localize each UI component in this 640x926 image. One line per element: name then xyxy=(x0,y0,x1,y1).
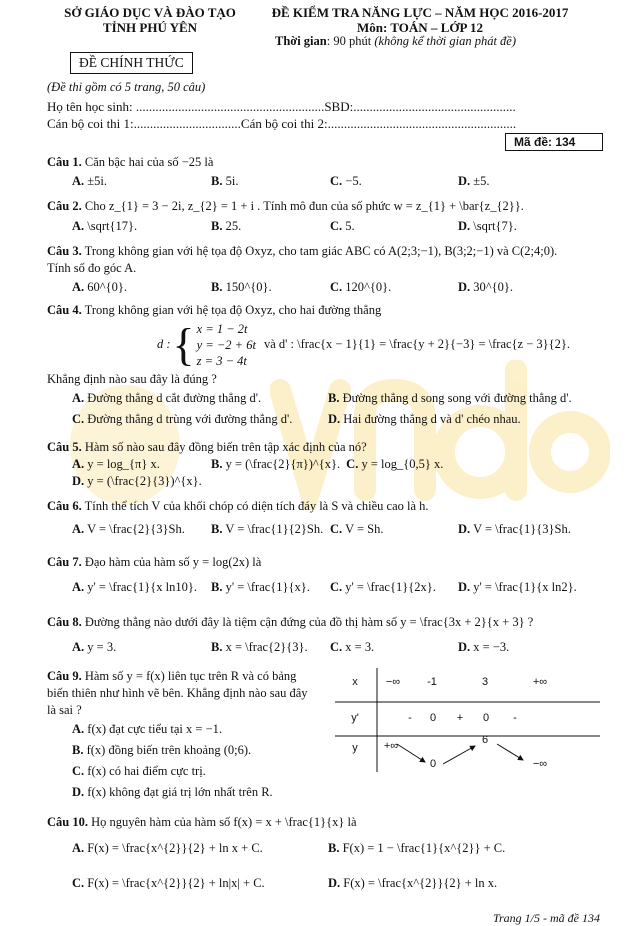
answer-option-a[interactable] xyxy=(72,721,332,738)
parametric-equation: x = 1 − 2t xyxy=(196,321,248,336)
exam-note: (Đề thi gồm có 5 trang, 50 câu) xyxy=(47,80,206,94)
question-5 xyxy=(47,439,600,490)
question-stem-line xyxy=(47,302,600,319)
option-text: f(x) đạt cực tiểu tại x = −1. xyxy=(87,721,222,736)
x-label: x xyxy=(352,675,358,688)
question-stem-line xyxy=(47,814,600,831)
option-label: A. xyxy=(72,279,85,294)
question-text: Căn bậc hai của số −25 là xyxy=(84,155,214,169)
answer-option-b[interactable] xyxy=(72,742,332,759)
question-stem-line xyxy=(47,668,335,685)
y-label: y xyxy=(352,741,358,754)
option-text: y' = \frac{1}{x ln2}. xyxy=(473,579,577,594)
question-text: Họ nguyên hàm của hàm số f(x) = x + \frac{1}{x} là xyxy=(91,814,357,829)
option-text: 60^{0}. xyxy=(87,279,128,294)
yprime-sign: - xyxy=(513,711,517,724)
option-label: A. xyxy=(72,456,85,471)
variation-table xyxy=(335,668,600,772)
answer-option-d[interactable] xyxy=(458,218,578,235)
answer-option-a[interactable] xyxy=(72,173,205,190)
option-label: C. xyxy=(72,411,85,426)
option-text: F(x) = \frac{x^{2}}{2} + ln x + C. xyxy=(87,840,263,855)
line-d-prime-equation: và d' : \frac{x − 1}{1} = \frac{y + 2}{−3} = \frac{z − 3}{2}. xyxy=(263,337,571,351)
question-text: Tính số đo góc A. xyxy=(47,260,137,275)
question-stem-line xyxy=(47,154,600,171)
answer-option-b[interactable] xyxy=(328,840,578,857)
answer-option-b[interactable] xyxy=(211,579,324,596)
option-text: \sqrt{17}. xyxy=(87,219,138,233)
option-label: C. xyxy=(330,219,343,233)
option-label: B. xyxy=(211,219,223,233)
question-text: Đường thẳng nào dưới đây là tiệm cận đứng của đồ thị hàm số y = \frac{3x + 2}{x + 3} ? xyxy=(84,614,534,629)
option-text: V = \frac{2}{3}Sh. xyxy=(87,521,185,536)
arrow-down-1 xyxy=(397,744,425,762)
option-label: A. xyxy=(72,721,85,736)
x-value: +∞ xyxy=(532,675,548,688)
option-label: C. xyxy=(330,579,343,594)
option-text: F(x) = \frac{x^{2}}{2} + ln|x| + C. xyxy=(87,875,265,890)
yprime-label: y' xyxy=(351,711,359,724)
question-text: Trong không gian với hệ tọa độ Oxyz, cho tam giác ABC có A(2;3;−1), B(3;2;−1) và C(2;4;0). xyxy=(84,243,558,258)
question-text: Đạo hàm của hàm số y = log(2x) là xyxy=(84,554,262,569)
question-label: Câu 8. xyxy=(47,614,82,629)
x-value: −∞ xyxy=(385,675,401,688)
x-value: 3 xyxy=(481,675,489,688)
exam-title: ĐỀ KIỂM TRA NĂNG LỰC – NĂM HỌC 2016-2017 xyxy=(271,5,569,20)
option-label: B. xyxy=(211,174,223,188)
department-line1: SỞ GIÁO DỤC VÀ ĐÀO TẠO xyxy=(64,5,236,20)
answer-option-a[interactable] xyxy=(72,639,205,656)
option-label: B. xyxy=(211,579,223,594)
question-2 xyxy=(47,198,600,239)
answer-row xyxy=(47,277,600,298)
answer-option-a[interactable] xyxy=(72,390,322,407)
option-text: V = Sh. xyxy=(345,521,384,536)
question-10 xyxy=(47,814,600,901)
question-6 xyxy=(47,498,600,544)
option-text: y' = \frac{1}{x ln10}. xyxy=(87,579,197,594)
answer-option-b[interactable] xyxy=(211,279,324,296)
option-text: x = \frac{2}{3}. xyxy=(225,639,308,654)
option-label: C. xyxy=(330,521,343,536)
answer-row xyxy=(47,866,600,901)
option-label: A. xyxy=(72,219,85,233)
parametric-equation: y = −2 + 6t xyxy=(196,337,256,352)
option-label: C. xyxy=(330,174,343,188)
y-value: 0 xyxy=(429,757,437,770)
question-text: Tính thể tích V của khối chóp có diện tích đáy là S và chiều cao là h. xyxy=(84,498,429,513)
option-text: 25. xyxy=(225,219,242,233)
answer-option-d[interactable] xyxy=(328,411,578,428)
option-text: ±5i. xyxy=(87,174,107,188)
line-d-name: d : xyxy=(157,337,171,351)
answer-option-c[interactable] xyxy=(72,763,332,780)
question-list xyxy=(47,150,600,926)
question-stem-line xyxy=(47,198,600,215)
question-stem-line xyxy=(47,685,335,702)
answer-row xyxy=(47,761,335,782)
question-1 xyxy=(47,154,600,192)
answer-option-c[interactable] xyxy=(330,173,452,190)
answer-option-d[interactable] xyxy=(458,173,578,190)
option-text: ±5. xyxy=(473,174,490,188)
question-stem-line xyxy=(47,614,600,631)
option-label: D. xyxy=(458,521,471,536)
answer-option-d[interactable] xyxy=(458,279,578,296)
option-text: y' = \frac{1}{2x}. xyxy=(345,579,436,594)
answer-option-d[interactable] xyxy=(72,473,202,490)
option-text: V = \frac{1}{2}Sh. xyxy=(225,521,324,536)
option-text: 5. xyxy=(345,219,355,233)
answer-option-a[interactable] xyxy=(72,279,205,296)
option-text: 5i. xyxy=(225,174,239,188)
answer-option-a[interactable] xyxy=(72,218,205,235)
answer-row xyxy=(47,171,600,192)
time-note: (không kể thời gian phát đề) xyxy=(374,34,517,48)
question-3 xyxy=(47,243,600,298)
option-text: y' = \frac{1}{x}. xyxy=(225,579,310,594)
question-text: Hàm số nào sau đây đồng biến trên tập xác định của nó? xyxy=(84,439,367,454)
option-label: B. xyxy=(211,521,223,536)
option-text: 120^{0}. xyxy=(345,279,392,294)
question-followup: Khẳng định nào sau đây là đúng ? xyxy=(47,371,217,386)
question-stem-line xyxy=(47,243,600,260)
answer-option-a[interactable] xyxy=(72,456,205,473)
option-text: Hai đường thẳng d và d' chéo nhau. xyxy=(343,411,521,426)
answer-option-b[interactable] xyxy=(211,456,340,473)
answer-option-c[interactable] xyxy=(346,456,468,473)
option-text: Đường thẳng d song song với đường thẳng d'. xyxy=(342,390,572,405)
option-text: 150^{0}. xyxy=(225,279,272,294)
exam-code-badge: Mã đề: 134 xyxy=(505,133,603,151)
option-text: f(x) có hai điểm cực trị. xyxy=(87,763,206,778)
time-label: Thời gian xyxy=(275,34,327,48)
question-text: Hàm số y = f(x) liên tục trên R và có bảng xyxy=(84,668,297,683)
option-label: B. xyxy=(211,279,223,294)
option-text: Đường thẳng d cắt đường thẳng d'. xyxy=(87,390,262,405)
option-label: B. xyxy=(211,456,223,471)
department-line2: TỈNH PHÚ YÊN xyxy=(102,20,198,35)
option-label: C. xyxy=(330,639,343,654)
question-4 xyxy=(47,302,600,430)
answer-option-b[interactable] xyxy=(211,521,324,538)
option-text: y = (\frac{2}{π})^{x}. xyxy=(225,456,341,471)
option-text: f(x) đồng biến trên khoảng (0;6). xyxy=(86,742,252,757)
brace-icon: { xyxy=(172,318,195,370)
line-equations xyxy=(47,318,600,370)
yprime-sign: - xyxy=(408,711,412,724)
question-stem-line xyxy=(47,260,600,277)
arrow-up xyxy=(443,746,475,764)
answer-option-d[interactable] xyxy=(328,875,578,892)
option-text: x = −3. xyxy=(473,639,510,654)
answer-row xyxy=(47,571,600,604)
parametric-system xyxy=(197,321,256,369)
answer-option-d[interactable] xyxy=(458,639,578,656)
option-text: y = log_{π} x. xyxy=(87,456,160,471)
page-footer: Trang 1/5 - mã đề 134 xyxy=(492,910,600,925)
question-9 xyxy=(47,664,600,803)
option-text: f(x) không đạt giá trị lớn nhất trên R. xyxy=(87,784,273,799)
question-label: Câu 6. xyxy=(47,498,82,513)
answer-row xyxy=(47,409,600,430)
y-value: −∞ xyxy=(532,757,548,770)
answer-option-b[interactable] xyxy=(328,390,578,407)
question-text: Cho z_{1} = 3 − 2i, z_{2} = 1 + i . Tính mô đun của số phức w = z_{1} + \bar{z_{2}}. xyxy=(84,198,524,213)
answer-option-c[interactable] xyxy=(330,639,452,656)
option-label: D. xyxy=(458,174,471,188)
option-text: Đường thẳng d trùng với đường thẳng d'. xyxy=(87,411,293,426)
answer-option-c[interactable] xyxy=(72,875,322,892)
question-label: Câu 3. xyxy=(47,243,82,258)
answer-option-a[interactable] xyxy=(72,579,205,596)
answer-option-c[interactable] xyxy=(330,279,452,296)
exam-time xyxy=(275,34,516,49)
answer-row xyxy=(47,740,335,761)
question-label: Câu 1. xyxy=(47,155,82,169)
answer-row xyxy=(47,782,335,803)
option-label: A. xyxy=(72,579,85,594)
question-text: là sai ? xyxy=(47,702,82,717)
answer-row xyxy=(47,215,600,239)
question-7 xyxy=(47,554,600,604)
option-text: F(x) = 1 − \frac{1}{x^{2}} + C. xyxy=(342,840,506,855)
yprime-sign: 0 xyxy=(429,711,437,724)
option-label: B. xyxy=(328,390,340,405)
option-label: A. xyxy=(72,639,85,654)
option-text: F(x) = \frac{x^{2}}{2} + ln x. xyxy=(343,875,498,890)
option-label: D. xyxy=(458,639,471,654)
question-text: biến thiên như hình vẽ bên. Khẳng định nào sau đây xyxy=(47,685,308,700)
option-text: V = \frac{1}{3}Sh. xyxy=(473,521,571,536)
proctor-line: Cán bộ coi thi 1:.................................Cán bộ coi thi 2:.......................................................... xyxy=(47,116,517,131)
option-label: A. xyxy=(72,840,85,855)
question-stem-line xyxy=(47,439,600,456)
question-stem-line xyxy=(47,702,335,719)
option-text: −5. xyxy=(345,174,362,188)
option-text: y = 3. xyxy=(87,639,117,654)
answer-option-d[interactable] xyxy=(72,784,332,801)
question-9-text xyxy=(47,664,335,803)
student-info-line: Họ tên học sinh: ..........................................................SBD:.................................................. xyxy=(47,99,516,114)
question-stem-line xyxy=(47,498,600,515)
question-label: Câu 9. xyxy=(47,668,82,683)
option-text: \sqrt{7}. xyxy=(473,219,517,233)
option-label: D. xyxy=(328,411,341,426)
option-text: y = (\frac{2}{3})^{x}. xyxy=(87,473,202,488)
option-label: C. xyxy=(72,875,85,890)
option-label: D. xyxy=(328,875,341,890)
question-stem-line xyxy=(47,554,600,571)
answer-row xyxy=(47,831,600,866)
question-label: Câu 10. xyxy=(47,814,88,829)
option-label: A. xyxy=(72,174,85,188)
option-text: 30^{0}. xyxy=(473,279,514,294)
option-text: x = 3. xyxy=(345,639,375,654)
answer-option-a[interactable] xyxy=(72,521,205,538)
yprime-sign: 0 xyxy=(482,711,490,724)
question-label: Câu 7. xyxy=(47,554,82,569)
answer-option-b[interactable] xyxy=(211,639,324,656)
question-text: Trong không gian với hệ tọa độ Oxyz, cho hai đường thẳng xyxy=(84,302,382,317)
answer-row xyxy=(47,515,600,544)
answer-row xyxy=(47,631,600,664)
option-label: A. xyxy=(72,390,85,405)
answer-option-c[interactable] xyxy=(330,579,452,596)
answer-option-c[interactable] xyxy=(330,521,452,538)
option-label: C. xyxy=(72,763,85,778)
option-label: D. xyxy=(458,279,471,294)
y-value: 6 xyxy=(481,733,489,746)
arrow-down-2 xyxy=(497,744,523,760)
answer-option-b[interactable] xyxy=(211,218,324,235)
option-label: C. xyxy=(330,279,343,294)
option-label: D. xyxy=(458,219,471,233)
option-label: D. xyxy=(458,579,471,594)
answer-option-d[interactable] xyxy=(458,521,578,538)
parametric-equation: z = 3 − 4t xyxy=(196,353,247,368)
option-label: D. xyxy=(72,473,85,488)
y-value: +∞ xyxy=(383,739,399,752)
option-label: B. xyxy=(211,639,223,654)
question-label: Câu 2. xyxy=(47,198,82,213)
option-label: B. xyxy=(328,840,340,855)
option-label: C. xyxy=(346,456,359,471)
option-label: A. xyxy=(72,521,85,536)
answer-row xyxy=(47,388,600,409)
question-label: Câu 4. xyxy=(47,302,82,317)
answer-option-b[interactable] xyxy=(211,173,324,190)
option-text: y = log_{0,5} x. xyxy=(361,456,444,471)
answer-option-d[interactable] xyxy=(458,579,578,596)
x-value: -1 xyxy=(427,675,437,688)
exam-subject: Môn: TOÁN – LỚP 12 xyxy=(357,20,483,35)
question-8 xyxy=(47,614,600,664)
official-exam-label: ĐỀ CHÍNH THỨC xyxy=(70,52,193,74)
option-label: D. xyxy=(72,784,85,799)
answer-row xyxy=(47,456,600,490)
question-label: Câu 5. xyxy=(47,439,82,454)
answer-row xyxy=(47,719,335,740)
yprime-sign: + xyxy=(456,711,464,724)
variation-table-lines xyxy=(335,668,600,772)
answer-option-c[interactable] xyxy=(330,218,452,235)
answer-option-a[interactable] xyxy=(72,840,322,857)
option-label: B. xyxy=(72,742,84,757)
time-value: : 90 phút xyxy=(326,34,375,48)
answer-option-c[interactable] xyxy=(72,411,322,428)
